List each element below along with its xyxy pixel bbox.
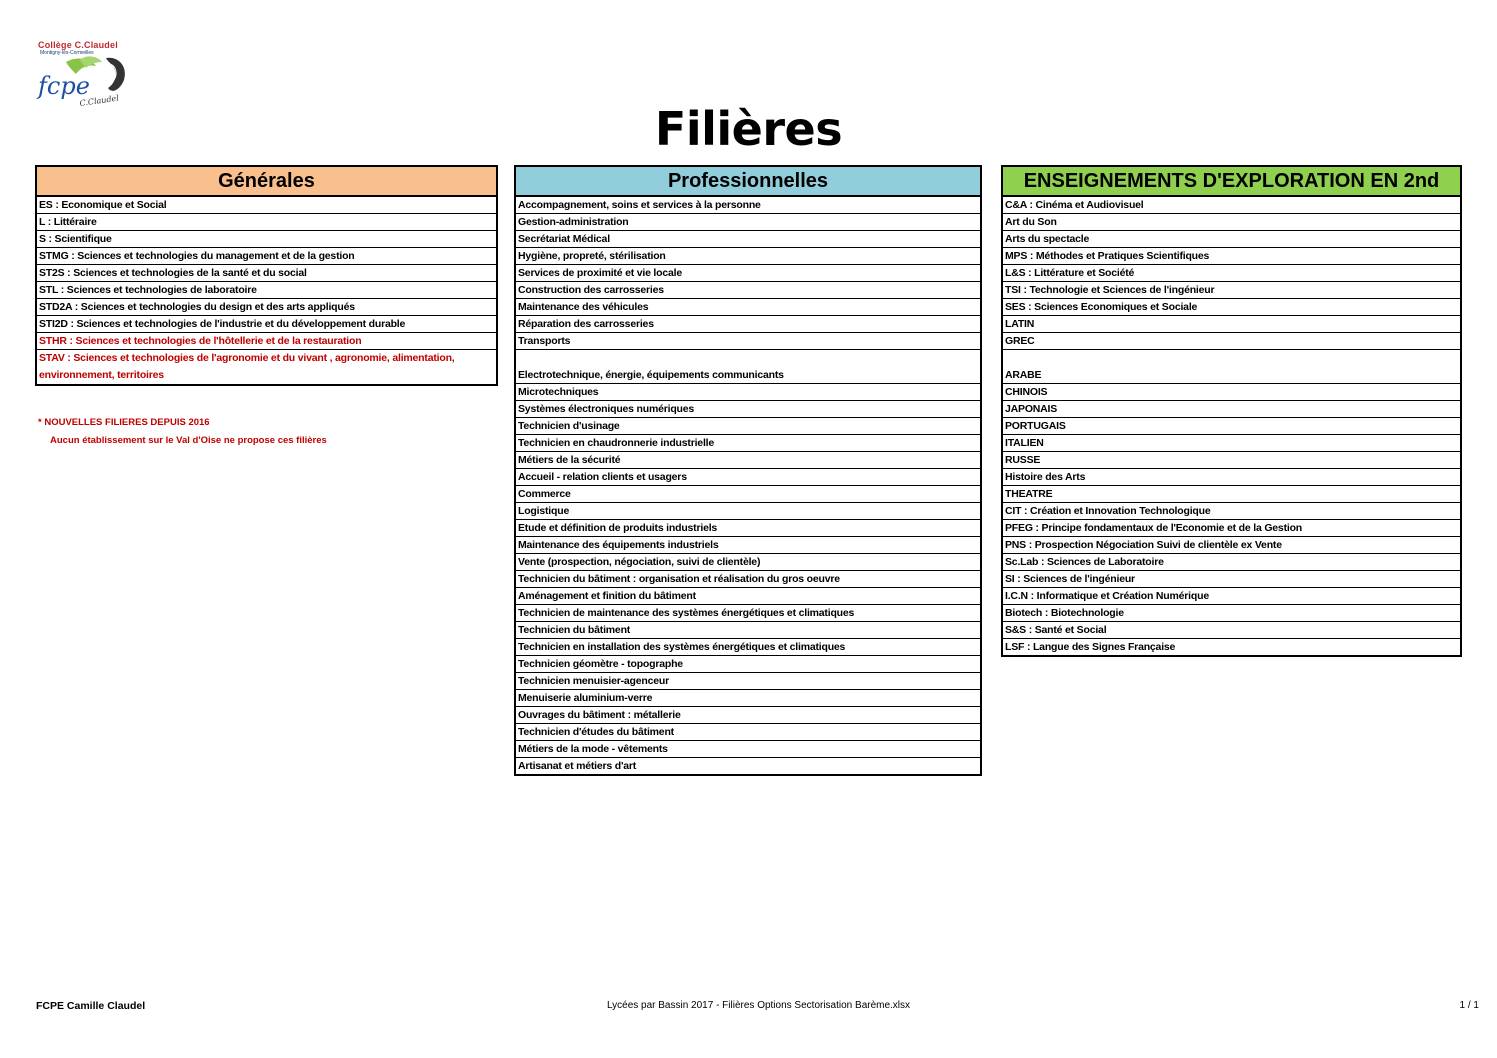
generales-row: L : Littéraire (36, 214, 497, 231)
professionnelles-row: Aménagement et finition du bâtiment (515, 588, 981, 605)
exploration-row: LSF : Langue des Signes Française (1005, 641, 1176, 653)
exploration-row: JAPONAIS (1002, 401, 1461, 418)
professionnelles-row: Accueil - relation clients et usagers (515, 469, 981, 486)
professionnelles-row: Technicien géomètre - topographe (515, 656, 981, 673)
exploration-row: C&A : Cinéma et Audiovisuel (1002, 196, 1461, 214)
professionnelles-row: Electrotechnique, énergie, équipements communicants (515, 350, 981, 384)
professionnelles-row: Systèmes électroniques numériques (515, 401, 981, 418)
generales-row: STD2A : Sciences et technologies du design et des arts appliqués (36, 299, 497, 316)
professionnelles-row: Ouvrages du bâtiment : métallerie (515, 707, 981, 724)
exploration-row: MPS : Méthodes et Pratiques Scientifiques (1002, 248, 1461, 265)
professionnelles-row: Vente (prospection, négociation, suivi de clientèle) (515, 554, 981, 571)
professionnelles-row: Technicien d'usinage (515, 418, 981, 435)
exploration-table (1001, 165, 1462, 657)
professionnelles-row: Gestion-administration (515, 214, 981, 231)
exploration-row: PNS : Prospection Négociation Suivi de clientèle ex Vente (1002, 537, 1461, 554)
fcpe-logo (36, 40, 132, 110)
generales-row: STL : Sciences et technologies de laboratoire (36, 282, 497, 299)
generales-row: ES : Economique et Social (36, 196, 497, 214)
exploration-row: Art du Son (1002, 214, 1461, 231)
footer-page-number: 1 / 1 (1459, 1000, 1479, 1011)
professionnelles-table (514, 165, 982, 776)
page-title: Filières (654, 102, 843, 156)
generales-row: S : Scientifique (36, 231, 497, 248)
exploration-row: ITALIEN (1002, 435, 1461, 452)
new-filieres-note: * NOUVELLES FILIERES DEPUIS 2016 (38, 417, 210, 428)
professionnelles-row: Technicien du bâtiment (515, 622, 981, 639)
exploration-row: THEATRE (1002, 486, 1461, 503)
professionnelles-header: Professionnelles (515, 166, 981, 196)
professionnelles-row: Maintenance des véhicules (515, 299, 981, 316)
professionnelles-row: Services de proximité et vie locale (515, 265, 981, 282)
generales-row: STMG : Sciences et technologies du management et de la gestion (36, 248, 497, 265)
professionnelles-row: Maintenance des équipements industriels (515, 537, 981, 554)
professionnelles-row: Construction des carrosseries (515, 282, 981, 299)
exploration-row: TSI : Technologie et Sciences de l'ingénieur (1002, 282, 1461, 299)
generales-row: STI2D : Sciences et technologies de l'industrie et du développement durable (36, 316, 497, 333)
generales-table (35, 165, 498, 386)
val-doise-note: Aucun établissement sur le Val d'Oise ne propose ces filières (50, 435, 327, 446)
professionnelles-row: Métiers de la mode - vêtements (515, 741, 981, 758)
exploration-row: Sc.Lab : Sciences de Laboratoire (1002, 554, 1461, 571)
logo-brand-text: fcpe (38, 72, 90, 100)
exploration-row: CHINOIS (1002, 384, 1461, 401)
professionnelles-row: Transports (515, 333, 981, 350)
professionnelles-row: Métiers de la sécurité (515, 452, 981, 469)
professionnelles-row: Artisanat et métiers d'art (518, 760, 637, 772)
professionnelles-row: Technicien en installation des systèmes énergétiques et climatiques (515, 639, 981, 656)
professionnelles-row: Réparation des carrosseries (515, 316, 981, 333)
professionnelles-row: Technicien d'études du bâtiment (515, 724, 981, 741)
professionnelles-row: Logistique (515, 503, 981, 520)
exploration-row: S&S : Santé et Social (1002, 622, 1461, 639)
generales-header: Générales (36, 166, 497, 196)
footer-filename: Lycées par Bassin 2017 - Filières Options Sectorisation Barème.xlsx (606, 1000, 911, 1011)
exploration-row: PFEG : Principe fondamentaux de l'Economie et de la Gestion (1002, 520, 1461, 537)
exploration-row: GREC (1002, 333, 1461, 350)
exploration-row: CIT : Création et Innovation Technologique (1002, 503, 1461, 520)
exploration-row: Histoire des Arts (1002, 469, 1461, 486)
exploration-row: SI : Sciences de l'ingénieur (1002, 571, 1461, 588)
exploration-row: ARABE (1002, 350, 1461, 384)
professionnelles-row: Menuiserie aluminium-verre (515, 690, 981, 707)
exploration-row: LATIN (1002, 316, 1461, 333)
exploration-row: SES : Sciences Economiques et Sociale (1002, 299, 1461, 316)
exploration-row: Arts du spectacle (1002, 231, 1461, 248)
exploration-row: RUSSE (1002, 452, 1461, 469)
generales-row: ST2S : Sciences et technologies de la santé et du social (36, 265, 497, 282)
professionnelles-row: Technicien menuisier-agenceur (515, 673, 981, 690)
generales-row: STHR : Sciences et technologies de l'hôtellerie et de la restauration (36, 333, 497, 350)
professionnelles-row: Hygiène, propreté, stérilisation (515, 248, 981, 265)
exploration-header: ENSEIGNEMENTS D'EXPLORATION EN 2nd (1002, 166, 1461, 196)
exploration-row: Biotech : Biotechnologie (1002, 605, 1461, 622)
footer-left: FCPE Camille Claudel (36, 1000, 146, 1012)
exploration-row: PORTUGAIS (1002, 418, 1461, 435)
professionnelles-row: Secrétariat Médical (515, 231, 981, 248)
professionnelles-row: Commerce (515, 486, 981, 503)
exploration-row: I.C.N : Informatique et Création Numérique (1002, 588, 1461, 605)
svg-text:C.Claudel: C.Claudel (79, 93, 120, 108)
professionnelles-row: Microtechniques (515, 384, 981, 401)
professionnelles-row: Technicien en chaudronnerie industrielle (515, 435, 981, 452)
exploration-row: L&S : Littérature et Société (1002, 265, 1461, 282)
professionnelles-row: Etude et définition de produits industriels (515, 520, 981, 537)
professionnelles-row: Technicien du bâtiment : organisation et réalisation du gros oeuvre (515, 571, 981, 588)
logo-college-name: Collège C.Claudel (38, 40, 118, 50)
generales-row: STAV : Sciences et technologies de l'agronomie et du vivant , agronomie, alimentation, environnement, territoires (39, 352, 455, 381)
professionnelles-row: Accompagnement, soins et services à la personne (515, 196, 981, 214)
logo-town: Montigny-lès-Cormeilles (40, 50, 94, 56)
professionnelles-row: Technicien de maintenance des systèmes énergétiques et climatiques (515, 605, 981, 622)
